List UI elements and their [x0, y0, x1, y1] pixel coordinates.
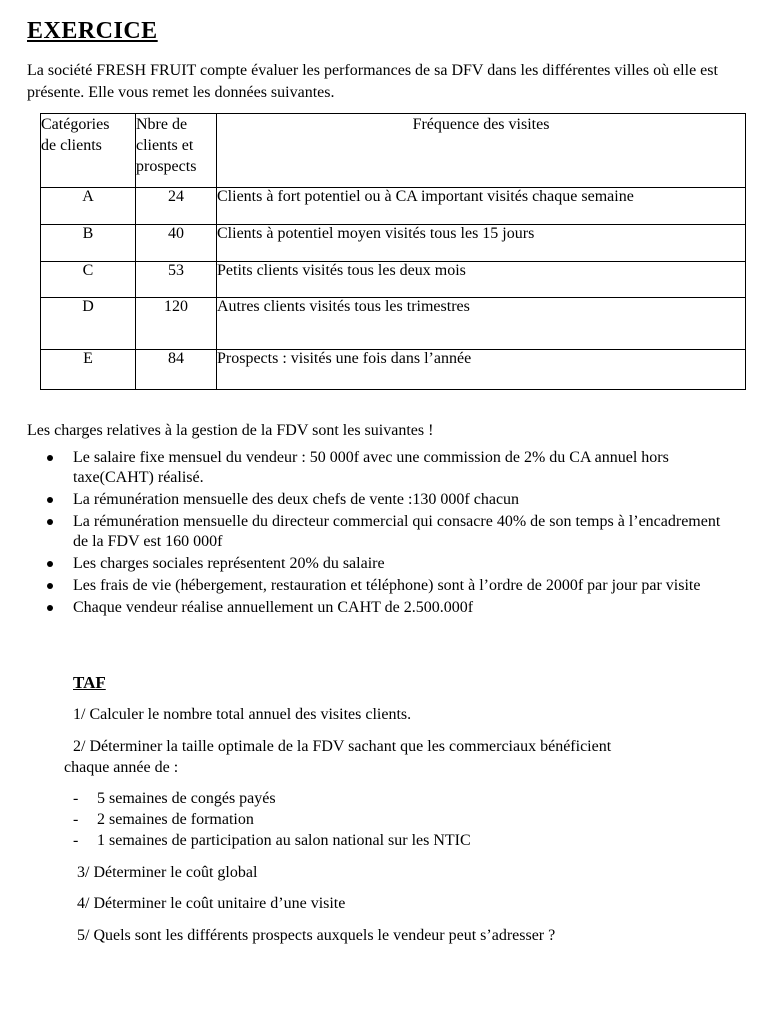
- charges-list: [47, 448, 727, 620]
- row-category: A: [41, 188, 136, 225]
- list-item-text: Les frais de vie (hébergement, restauration et téléphone) sont à l’ordre de 2000f par jour par visite: [73, 577, 701, 594]
- list-item: [73, 809, 471, 830]
- list-item-text: 1 semaines de participation au salon national sur les NTIC: [97, 832, 471, 849]
- list-item-text: La rémunération mensuelle du directeur commercial qui consacre 40% de son temps à l’encadrement de la FDV est 160 000f: [73, 513, 721, 550]
- row-count: 84: [136, 350, 217, 390]
- list-item: [47, 448, 727, 488]
- question-2-list: [73, 788, 471, 851]
- bullet-icon: [47, 561, 53, 567]
- list-item: [73, 830, 471, 851]
- list-item: [47, 554, 727, 574]
- taf-heading: TAF: [73, 673, 106, 692]
- bullet-icon: [47, 455, 53, 461]
- bullet-icon: [47, 519, 53, 525]
- question-5: 5/ Quels sont les différents prospects auxquels le vendeur peut s’adresser ?: [77, 927, 556, 944]
- row-frequency: Autres clients visités tous les trimestres: [217, 298, 746, 350]
- list-item-text: 5 semaines de congés payés: [97, 790, 276, 807]
- list-item-text: 2 semaines de formation: [97, 811, 254, 828]
- row-count: 53: [136, 262, 217, 298]
- row-category: E: [41, 350, 136, 390]
- header-line: prospects: [136, 158, 197, 175]
- table-row: [41, 225, 746, 262]
- list-item: [47, 490, 727, 510]
- list-item-text: Les charges sociales représentent 20% du salaire: [73, 555, 385, 572]
- question-4: 4/ Déterminer le coût unitaire d’une visite: [77, 895, 346, 912]
- list-item: [47, 598, 727, 618]
- page-title: EXERCICE: [27, 18, 158, 44]
- bullet-icon: [47, 583, 53, 589]
- header-frequency: Fréquence des visites: [217, 114, 746, 188]
- dash-icon: -: [73, 811, 79, 828]
- row-category: D: [41, 298, 136, 350]
- row-category: B: [41, 225, 136, 262]
- dash-icon: -: [73, 790, 79, 807]
- list-item-text: Le salaire fixe mensuel du vendeur : 50 000f avec une commission de 2% du CA annuel hors taxe(CAHT) réalisé.: [73, 449, 669, 486]
- row-count: 40: [136, 225, 217, 262]
- intro-paragraph: La société FRESH FRUIT compte évaluer les performances de sa DFV dans les différentes villes où elle est présente. Elle vous remet les données suivantes.: [27, 62, 718, 101]
- row-frequency: Prospects : visités une fois dans l’année: [217, 350, 746, 390]
- table-header-row: [41, 114, 746, 188]
- table-row: [41, 262, 746, 298]
- visits-table: [40, 113, 746, 390]
- header-count: [136, 114, 217, 188]
- list-item-text: Chaque vendeur réalise annuellement un CAHT de 2.500.000f: [73, 599, 474, 616]
- question-1: 1/ Calculer le nombre total annuel des visites clients.: [73, 706, 412, 723]
- header-line: clients et: [136, 137, 194, 154]
- row-frequency: Clients à fort potentiel ou à CA important visités chaque semaine: [217, 188, 746, 225]
- table-row: [41, 298, 746, 350]
- list-item: [73, 788, 471, 809]
- bullet-icon: [47, 497, 53, 503]
- bullet-icon: [47, 605, 53, 611]
- list-item: [47, 576, 727, 596]
- list-item: [47, 512, 727, 552]
- table-row: [41, 350, 746, 390]
- row-frequency: Petits clients visités tous les deux mois: [217, 262, 746, 298]
- header-line: de clients: [41, 137, 102, 154]
- row-count: 120: [136, 298, 217, 350]
- question-2-line-1: 2/ Déterminer la taille optimale de la FDV sachant que les commerciaux bénéficient: [73, 738, 612, 755]
- list-item-text: La rémunération mensuelle des deux chefs de vente :130 000f chacun: [73, 491, 520, 508]
- question-3: 3/ Déterminer le coût global: [77, 864, 258, 881]
- table-row: [41, 188, 746, 225]
- header-line: Nbre de: [136, 116, 188, 133]
- header-categories: [41, 114, 136, 188]
- header-line: Catégories: [41, 116, 110, 133]
- row-category: C: [41, 262, 136, 298]
- row-frequency: Clients à potentiel moyen visités tous les 15 jours: [217, 225, 746, 262]
- dash-icon: -: [73, 832, 79, 849]
- question-2-line-2: chaque année de :: [64, 759, 179, 776]
- charges-intro: Les charges relatives à la gestion de la FDV sont les suivantes !: [27, 422, 434, 439]
- row-count: 24: [136, 188, 217, 225]
